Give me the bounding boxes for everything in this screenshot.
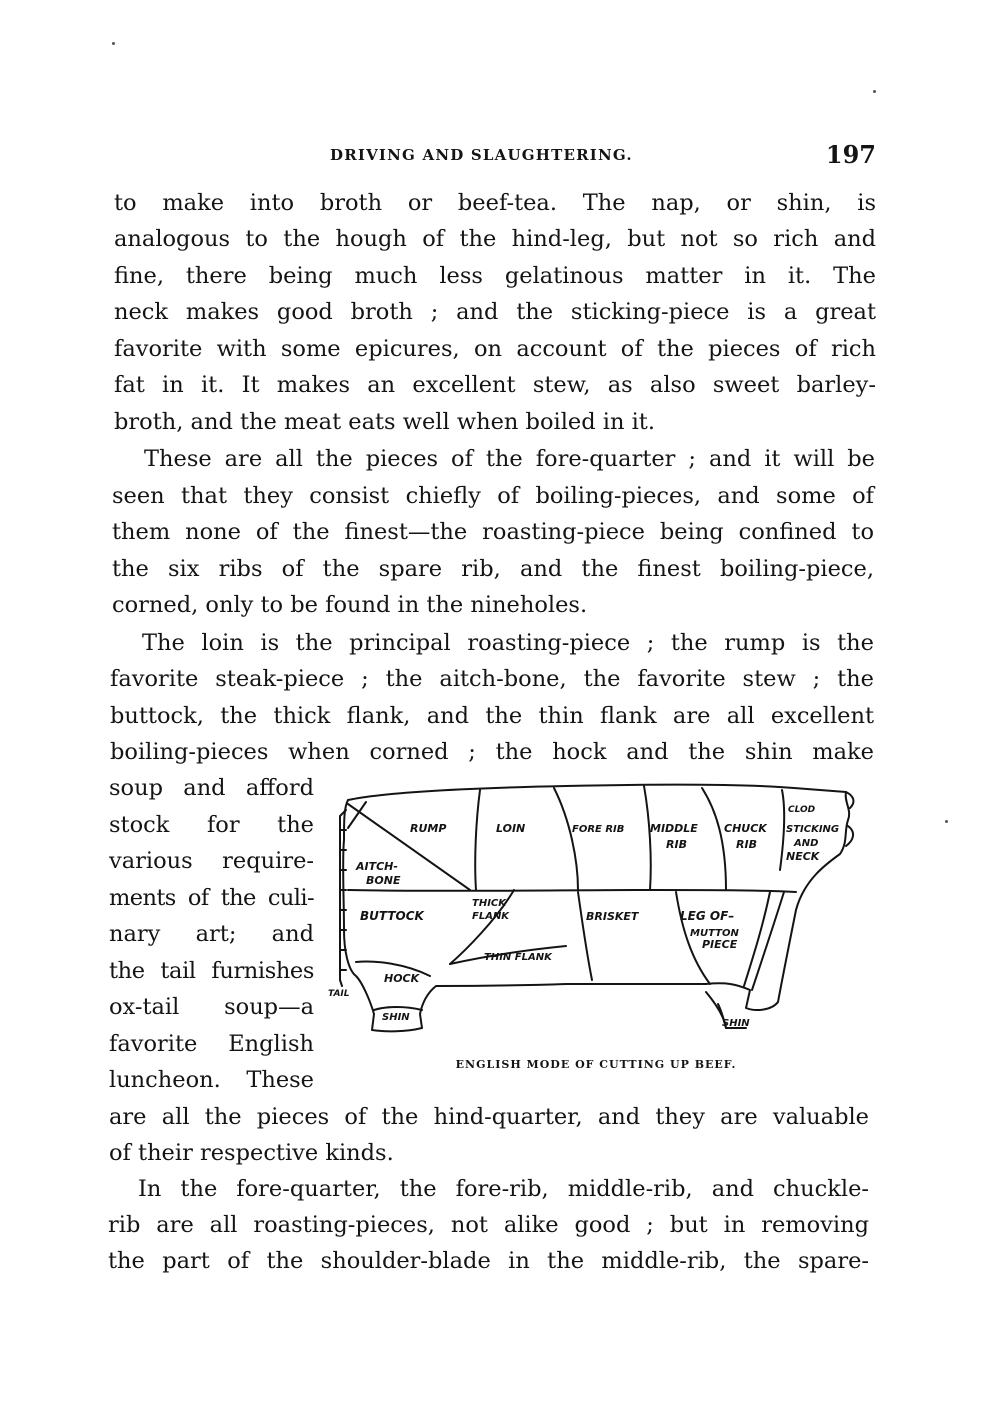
label-tail: TAIL xyxy=(328,989,350,999)
label-bone: BONE xyxy=(366,874,401,887)
label-shin-hind: SHIN xyxy=(382,1012,410,1023)
page-number: 197 xyxy=(825,140,876,169)
running-head: DRIVING AND SLAUGHTERING. xyxy=(330,146,633,164)
text-line: buttock, the thick flank, and the thin flank are all excellent xyxy=(110,703,874,729)
beef-cuts-diagram xyxy=(326,780,866,1060)
label-middle: MIDDLE xyxy=(650,822,698,835)
text-line: to make into broth or beef-tea. The nap, or shin, is xyxy=(114,190,876,216)
label-loin: LOIN xyxy=(496,822,526,835)
label-hock: HOCK xyxy=(384,972,420,985)
text-line: the tail furnishes xyxy=(109,958,314,984)
text-line: These are all the pieces of the fore-quarter ; and it will be xyxy=(144,446,875,472)
scan-speck xyxy=(112,42,115,45)
label-piece: PIECE xyxy=(702,938,738,951)
text-line: boiling-pieces when corned ; the hock and the shin make xyxy=(110,739,874,765)
beef-cuts-figure xyxy=(326,780,866,1080)
text-line: In the fore-quarter, the fore-rib, middle-rib, and chuckle- xyxy=(138,1176,869,1202)
label-flank: FLANK xyxy=(472,911,510,922)
label-and: AND xyxy=(794,838,819,849)
text-line: The loin is the principal roasting-piece ; the rump is the xyxy=(142,630,874,656)
label-clod: CLOD xyxy=(788,805,816,815)
text-line: them none of the finest—the roasting-piece being confined to xyxy=(112,519,874,545)
label-chuck-rib: RIB xyxy=(736,838,757,851)
label-middle-rib: RIB xyxy=(666,838,687,851)
text-line: luncheon. These xyxy=(109,1067,314,1093)
label-chuck: CHUCK xyxy=(724,822,767,835)
text-line: favorite steak-piece ; the aitch-bone, the favorite stew ; the xyxy=(110,666,874,692)
text-line: neck makes good broth ; and the sticking-piece is a great xyxy=(114,299,876,325)
label-mutton: MUTTON xyxy=(690,928,739,939)
text-line: seen that they consist chiefly of boiling-pieces, and some of xyxy=(112,483,874,509)
label-sticking: STICKING xyxy=(786,824,840,835)
text-line: fat in it. It makes an excellent stew, as also sweet barley- xyxy=(114,372,876,398)
text-line: ox-tail soup—a xyxy=(109,994,314,1020)
scan-speck xyxy=(945,820,948,823)
text-line: of their respective kinds. xyxy=(109,1140,394,1166)
label-fore-rib: FORE RIB xyxy=(572,824,625,835)
text-line: stock for the xyxy=(109,812,314,838)
label-buttock: BUTTOCK xyxy=(360,909,424,923)
label-brisket: BRISKET xyxy=(586,910,639,923)
page-header xyxy=(112,142,876,172)
text-line: favorite with some epicures, on account of the pieces of rich xyxy=(114,336,876,362)
label-leg-of: LEG OF– xyxy=(680,909,735,923)
text-line: the part of the shoulder-blade in the middle-rib, the spare- xyxy=(108,1248,869,1274)
label-thick: THICK xyxy=(472,898,506,909)
text-line: soup and afford xyxy=(109,775,314,801)
scan-speck xyxy=(873,90,876,93)
text-line: corned, only to be found in the nineholes. xyxy=(112,592,588,618)
label-shin-fore: SHIN xyxy=(722,1018,750,1029)
text-line: fine, there being much less gelatinous matter in it. The xyxy=(114,263,876,289)
text-line: the six ribs of the spare rib, and the finest boiling-piece, xyxy=(112,556,874,582)
text-line: various require- xyxy=(109,848,314,874)
text-line: analogous to the hough of the hind-leg, but not so rich and xyxy=(114,226,876,252)
label-aitch: AITCH- xyxy=(356,860,398,873)
text-line: broth, and the meat eats well when boiled in it. xyxy=(114,409,655,435)
label-thin-flank: THIN FLANK xyxy=(484,952,552,963)
text-line: are all the pieces of the hind-quarter, and they are valuable xyxy=(109,1104,869,1130)
label-neck: NECK xyxy=(786,850,820,863)
text-line: ments of the culi- xyxy=(109,885,314,911)
label-rump: RUMP xyxy=(410,822,447,835)
text-line: rib are all roasting-pieces, not alike good ; but in removing xyxy=(108,1212,869,1238)
text-line: nary art; and xyxy=(109,921,314,947)
text-line: favorite English xyxy=(109,1031,314,1057)
figure-caption: ENGLISH MODE OF CUTTING UP BEEF. xyxy=(455,1058,737,1071)
